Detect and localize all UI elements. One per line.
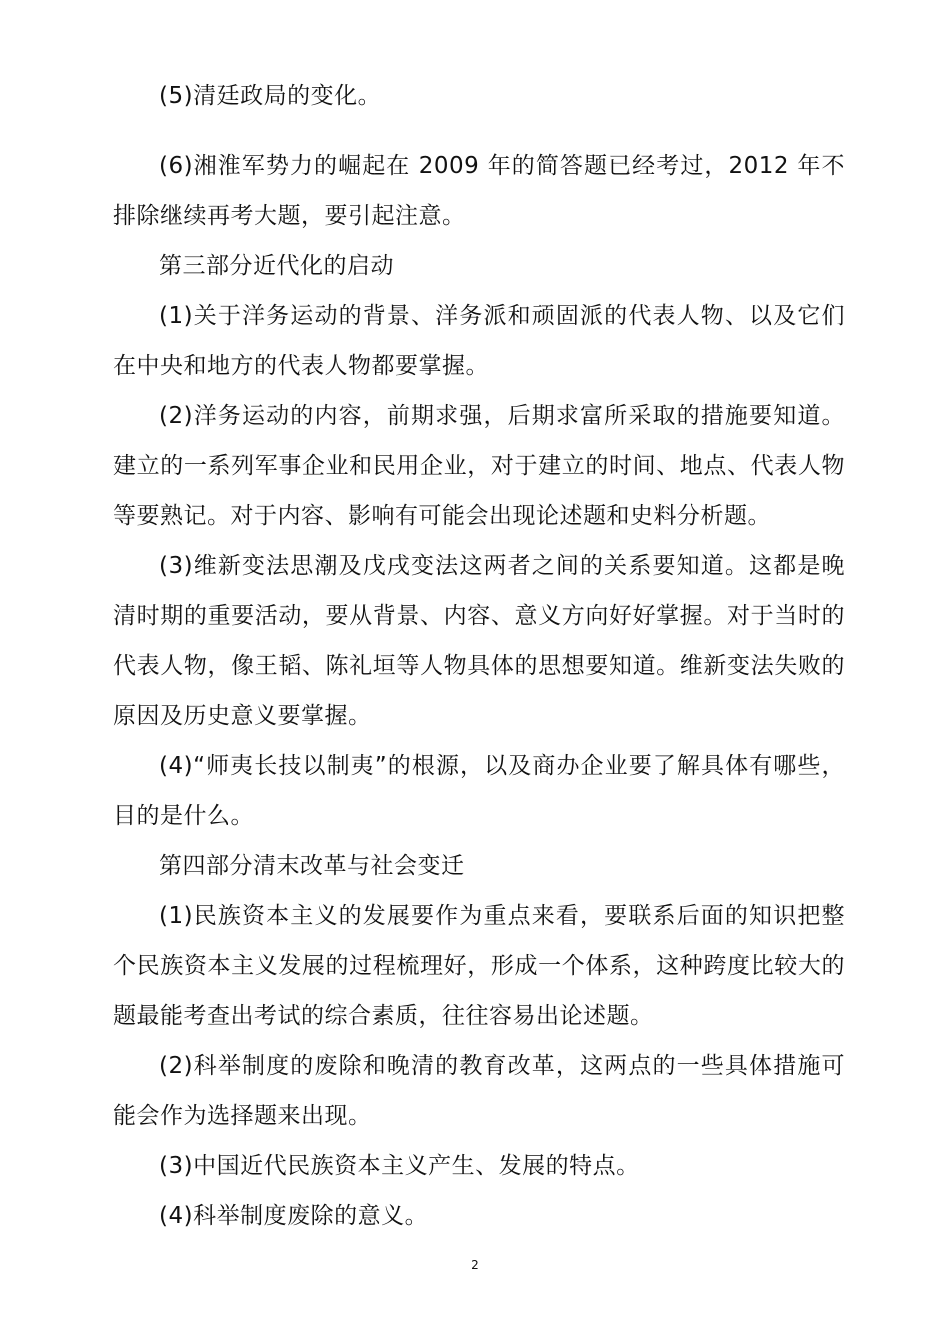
paragraph-learn-from-foreigners: (4)“师夷长技以制夷”的根源，以及商办企业要了解具体有哪些，目的是什么。 [113, 753, 845, 829]
paragraph-exam-abolition-significance: (4)科举制度废除的意义。 [159, 1203, 429, 1229]
paragraph-westernization-background: (1)关于洋务运动的背景、洋务派和顽固派的代表人物、以及它们在中央和地方的代表人物都要掌握。 [113, 303, 845, 379]
paragraph-imperial-exam-abolition: (2)科举制度的废除和晚清的教育改革，这两点的一些具体措施可能会作为选择题来出现。 [113, 1053, 845, 1129]
paragraph-national-capitalism: (1)民族资本主义的发展要作为重点来看，要联系后面的知识把整个民族资本主义发展的过程梳理好，形成一个体系，这种跨度比较大的题最能考查出考试的综合素质，往往容易出论述题。 [113, 903, 845, 1029]
page-number: 2 [471, 1258, 479, 1272]
paragraph-capitalism-characteristics: (3)中国近代民族资本主义产生、发展的特点。 [159, 1153, 640, 1179]
paragraph-westernization-content: (2)洋务运动的内容，前期求强，后期求富所采取的措施要知道。建立的一系列军事企业和民用企业，对于建立的时间、地点、代表人物等要熟记。对于内容、影响有可能会出现论述题和史料分析题。 [113, 403, 845, 529]
paragraph-xiang-huai-army: (6)湘淮军势力的崛起在 2009 年的简答题已经考过，2012 年不排除继续再考大题，要引起注意。 [113, 153, 845, 229]
paragraph-reform-movement: (3)维新变法思潮及戊戌变法这两者之间的关系要知道。这都是晚清时期的重要活动，要从背景、内容、意义方向好好掌握。对于当时的代表人物，像王韬、陈礼垣等人物具体的思想要知道。维新变法失败的原因及历史意义要掌握。 [113, 553, 845, 729]
paragraph-qing-court-politics: (5)清廷政局的变化。 [159, 83, 382, 109]
section-heading-part-four: 第四部分清末改革与社会变迁 [159, 853, 465, 879]
section-heading-part-three: 第三部分近代化的启动 [159, 253, 394, 279]
